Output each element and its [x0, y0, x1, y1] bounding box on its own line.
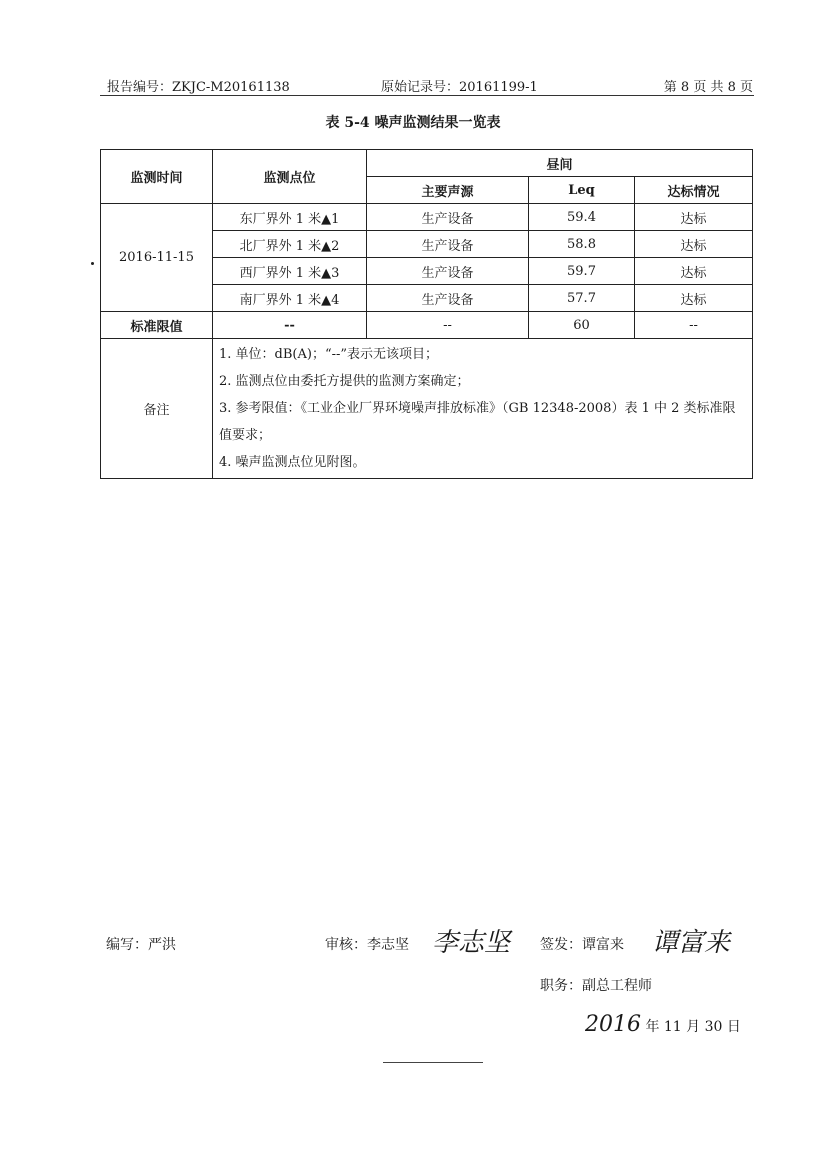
limit-status: --	[635, 312, 753, 339]
reviewer-signature: 李志坚	[432, 928, 511, 958]
note-item: 1. 单位：dB(A)；“--”表示无该项目；	[219, 347, 439, 362]
cell-point: 西厂界外 1 米▲3	[213, 258, 367, 285]
cell-leq: 59.4	[529, 204, 635, 231]
cell-status: 达标	[635, 285, 753, 312]
notes-row	[101, 339, 753, 479]
footer-divider	[383, 1062, 483, 1063]
cell-point: 南厂界外 1 米▲4	[213, 285, 367, 312]
cell-point: 东厂界外 1 米▲1	[213, 204, 367, 231]
limit-label: 标准限值	[101, 312, 213, 339]
page-number: 第 8 页 共 8 页	[663, 80, 753, 95]
report-number: 报告编号：ZKJC-M20161138	[107, 80, 290, 95]
cell-source: 生产设备	[367, 258, 529, 285]
header-time: 监测时间	[101, 150, 213, 204]
note-item: 2. 监测点位由委托方提供的监测方案确定；	[219, 374, 470, 389]
record-number: 原始记录号：20161199-1	[381, 80, 538, 95]
header-status: 达标情况	[635, 177, 753, 204]
limit-row	[101, 312, 753, 339]
cell-leq: 58.8	[529, 231, 635, 258]
table-row	[101, 204, 753, 231]
table-title: 表 5-4 噪声监测结果一览表	[325, 115, 501, 131]
issuer-label: 签发：谭富来	[540, 937, 624, 953]
sign-date-rest: 年 11 月 30 日	[645, 1019, 741, 1035]
cell-source: 生产设备	[367, 285, 529, 312]
notes-label: 备注	[101, 339, 213, 479]
sign-date-year: 2016	[585, 1012, 641, 1037]
notes-content	[213, 339, 753, 479]
header-divider	[100, 95, 754, 96]
cell-source: 生产设备	[367, 204, 529, 231]
cell-point: 北厂界外 1 米▲2	[213, 231, 367, 258]
limit-point: --	[213, 312, 367, 339]
issuer-signature: 谭富来	[652, 928, 731, 958]
cell-leq: 59.7	[529, 258, 635, 285]
sign-date	[585, 1012, 741, 1037]
cell-source: 生产设备	[367, 231, 529, 258]
cell-status: 达标	[635, 204, 753, 231]
monitor-date: 2016-11-15	[101, 204, 213, 312]
limit-source: --	[367, 312, 529, 339]
position-label: 职务：副总工程师	[540, 978, 652, 994]
header-daytime: 昼间	[367, 150, 753, 177]
note-item: 4. 噪声监测点位见附图。	[219, 455, 366, 470]
cell-status: 达标	[635, 258, 753, 285]
limit-leq: 60	[529, 312, 635, 339]
noise-results-table	[100, 149, 753, 479]
reviewer-label: 审核：李志坚	[325, 937, 409, 953]
header-point: 监测点位	[213, 150, 367, 204]
note-item: 3. 参考限值：《工业企业厂界环境噪声排放标准》（GB 12348-2008）表 1 中 2 类标准限值要求；	[219, 401, 736, 443]
header-source: 主要声源	[367, 177, 529, 204]
header-leq: Leq	[529, 177, 635, 204]
scan-mark	[91, 262, 94, 265]
author-label: 编写：严洪	[106, 937, 176, 953]
cell-leq: 57.7	[529, 285, 635, 312]
page-header	[107, 76, 753, 94]
cell-status: 达标	[635, 231, 753, 258]
